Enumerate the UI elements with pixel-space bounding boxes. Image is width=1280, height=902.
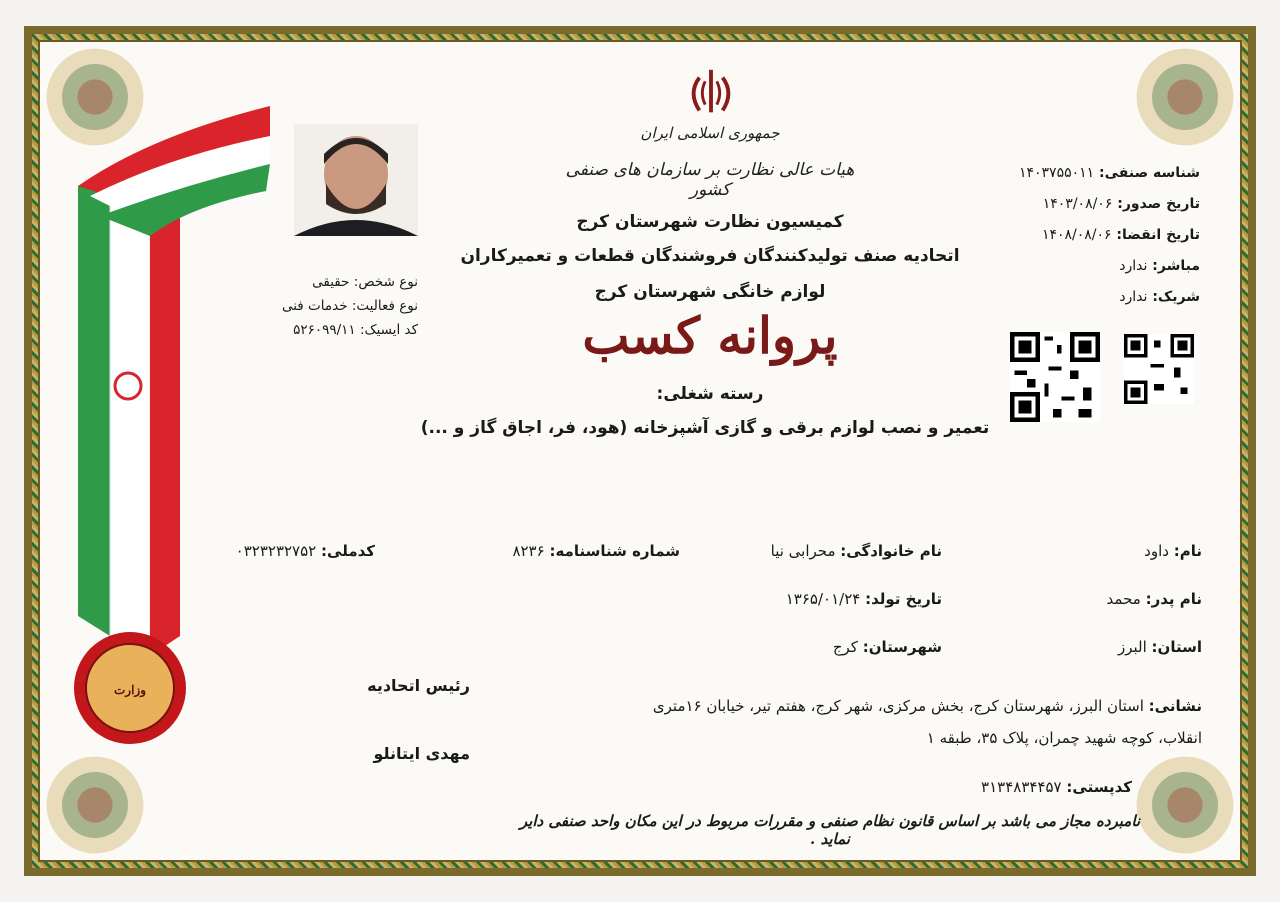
qr-code-icon bbox=[1010, 332, 1100, 422]
corner-ornament-icon bbox=[1130, 42, 1240, 152]
partner-row: شریک: ندارد bbox=[1119, 289, 1200, 305]
signatory-name: مهدی ایتانلو bbox=[373, 744, 470, 763]
issue-date-row: تاریخ صدور: ۱۴۰۳/۰۸/۰۶ bbox=[1042, 196, 1200, 212]
national-code-field: کدملی: ۰۳۲۳۲۳۲۷۵۲ bbox=[235, 542, 375, 560]
address-line-1: نشانی: استان البرز، شهرستان کرج، بخش مرکزی، شهر کرج، هفتم تیر، خیابان ۱۶متری bbox=[652, 697, 1202, 715]
footer-note: نامبرده مجاز می باشد بر اساس قانون نظام صنفی و مقررات مربوط در این مکان واحد صنفی دایر نماید . bbox=[519, 812, 1141, 848]
birth-date-field: تاریخ تولد: ۱۳۶۵/۰۱/۲۴ bbox=[785, 590, 942, 608]
person-info bbox=[240, 270, 418, 342]
holder-photo bbox=[294, 124, 418, 236]
commission-heading: کمیسیون نظارت شهرستان کرج bbox=[576, 212, 844, 232]
expiry-date-row: تاریخ انقضا: ۱۴۰۸/۰۸/۰۶ bbox=[1041, 227, 1200, 243]
manager-row: مباشر: ندارد bbox=[1119, 258, 1200, 274]
id-number-field: شماره شناسنامه: ۸۲۳۶ bbox=[512, 542, 680, 560]
postal-code-field: کدپستی: ۳۱۳۴۸۳۴۴۵۷ bbox=[981, 778, 1132, 796]
council-heading: هیات عالی نظارت بر سازمان های صنفی کشور bbox=[565, 160, 855, 200]
city-field: شهرستان: کرج bbox=[832, 638, 942, 656]
ministry-seal bbox=[70, 628, 190, 748]
address-field bbox=[542, 690, 1202, 754]
guild-id-row: شناسه صنفی: ۱۴۰۳۷۵۵۰۱۱ bbox=[1018, 165, 1200, 181]
isic-code-row: کد ایسیک: ۵۲۶۰۹۹/۱۱ bbox=[293, 322, 418, 338]
category-label: رسته شغلی: bbox=[656, 384, 764, 404]
flag-ribbon-icon bbox=[70, 96, 280, 656]
corner-ornament-icon bbox=[40, 750, 150, 860]
father-name-field: نام پدر: محمد bbox=[1106, 590, 1202, 608]
person-type-row: نوع شخص: حقیقی bbox=[312, 274, 418, 290]
republic-heading: جمهوری اسلامی ایران bbox=[640, 124, 780, 142]
seal-lettering: وزارت bbox=[113, 683, 147, 697]
document-title: پروانه کسب bbox=[582, 306, 838, 365]
category-value: تعمیر و نصب لوازم برقی و گازی آشپزخانه (هود، فر، اجاق گاز و ...) bbox=[420, 418, 990, 438]
signatory-title: رئیس اتحادیه bbox=[367, 676, 470, 695]
qr-code-small-icon bbox=[1124, 334, 1194, 404]
family-name-field: نام خانوادگی: محرابی نیا bbox=[770, 542, 942, 560]
province-field: استان: البرز bbox=[1117, 638, 1202, 656]
address-line-2: انقلاب، کوچه شهید چمران، پلاک ۳۵، طبقه ۱ bbox=[926, 729, 1202, 747]
national-emblem-icon bbox=[682, 64, 740, 122]
union-heading: اتحادیه صنف تولیدکنندگان فروشندگان قطعات و تعمیرکاران bbox=[460, 246, 960, 266]
name-field: نام: داود bbox=[1144, 542, 1202, 560]
license-info bbox=[960, 158, 1200, 313]
activity-type-row: نوع فعالیت: خدمات فنی bbox=[281, 298, 418, 314]
union-heading-line2: لوازم خانگی شهرستان کرج bbox=[594, 282, 826, 302]
